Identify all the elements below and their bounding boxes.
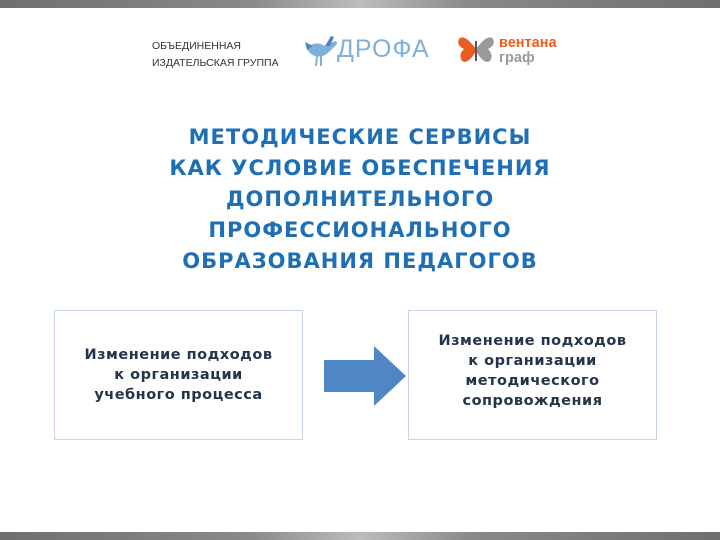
title-line-3: ДОПОЛНИТЕЛЬНОГО — [225, 187, 495, 211]
ventana-butterfly-icon — [456, 31, 496, 67]
title-line-1: МЕТОДИЧЕСКИЕ СЕРВИСЫ — [188, 125, 532, 149]
right-box-line-4: сопровождения — [462, 393, 603, 409]
ventana-line-1: вентана — [499, 35, 557, 51]
left-box-line-2: к организации — [114, 367, 243, 383]
slide-title — [0, 122, 720, 277]
drofa-logo-text: ДРОФА — [337, 35, 430, 63]
top-decorative-bar — [0, 0, 720, 8]
ventana-line-2: граф — [499, 50, 535, 66]
title-line-5: ОБРАЗОВАНИЯ ПЕДАГОГОВ — [182, 249, 538, 273]
left-box-line-3: учебного процесса — [94, 387, 263, 403]
left-box-learning-process — [54, 310, 303, 440]
group-label-line-1: ОБЪЕДИНЕННАЯ — [152, 40, 242, 52]
right-box-line-1: Изменение подходов — [438, 333, 627, 349]
right-arrow-icon — [324, 346, 406, 406]
right-box-methodical-support — [408, 310, 657, 440]
group-label-line-2: ИЗДАТЕЛЬСКАЯ ГРУППА — [152, 57, 279, 69]
right-box-line-3: методического — [465, 373, 600, 389]
title-line-2: КАК УСЛОВИЕ ОБЕСПЕЧЕНИЯ — [169, 156, 551, 180]
bottom-decorative-bar — [0, 532, 720, 540]
publisher-group-label — [152, 38, 279, 72]
left-box-line-1: Изменение подходов — [84, 347, 273, 363]
title-line-4: ПРОФЕССИОНАЛЬНОГО — [208, 218, 512, 242]
right-box-line-2: к организации — [468, 353, 597, 369]
ventana-logo-text — [499, 36, 557, 66]
